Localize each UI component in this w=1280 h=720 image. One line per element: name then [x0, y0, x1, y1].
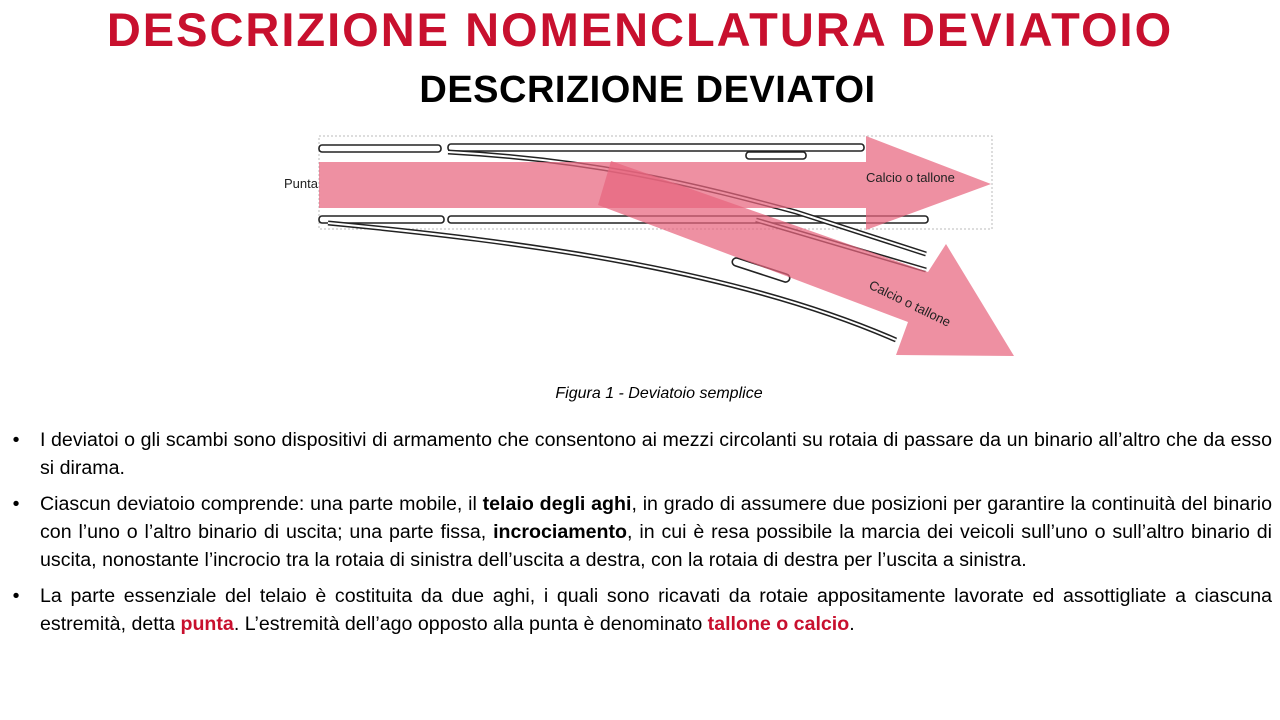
- bullet-text: Ciascun deviatoio comprende: una parte mobile, il: [40, 493, 483, 515]
- bullet-text: , in grado di assumere due posizioni per garantire la continuità del binario con l’uno o l’altro binario di uscita; una parte fissa,: [40, 493, 1272, 543]
- bullet-text: . L’estremità dell’ago opposto alla punta è denominato: [233, 613, 708, 635]
- label-calcio-straight: Calcio o tallone: [866, 170, 955, 185]
- bullet-dot: •: [12, 493, 20, 515]
- figure-caption: Figura 1 - Deviatoio semplice: [555, 385, 763, 402]
- bullet-text: , in cui è resa possibile la marcia dei veicoli sull’uno o sull’altro binario di uscita, nonostante l’incrocio tra la rotaia di sinistra dell’uscita a destra, con la rotaia di destra per l’uscita a sinistra.: [40, 521, 1272, 571]
- bullet-text: I deviatoi o gli scambi sono dispositivi di armamento che consentono ai mezzi circolanti su rotaia di passare da un binario all’altro che da esso si dirama.: [40, 429, 1272, 479]
- upper-check-rail: [746, 152, 806, 159]
- bullet-item: [10, 490, 1272, 574]
- bullet-item: [10, 426, 1272, 482]
- term-punta: punta: [180, 613, 234, 635]
- term-telaio-degli-aghi: telaio degli aghi: [482, 493, 632, 515]
- label-punta: Punta: [284, 176, 318, 191]
- bullet-text: .: [849, 613, 855, 635]
- upper-rail-left: [319, 145, 441, 152]
- upper-rail-right: [448, 144, 864, 151]
- turnout-diagram-svg: [276, 130, 1020, 362]
- page-title: DESCRIZIONE NOMENCLATURA DEVIATOIO: [106, 3, 1174, 56]
- label-calcio-diverging: Calcio o tallone: [866, 277, 954, 330]
- term-tallone-o-calcio: tallone o calcio: [707, 613, 850, 635]
- bullet-item: [10, 582, 1272, 638]
- bullet-dot: •: [12, 429, 20, 451]
- bullet-dot: •: [12, 585, 20, 607]
- turnout-diagram: [276, 130, 1020, 362]
- bullet-list: [10, 426, 1272, 646]
- page-subtitle: DESCRIZIONE DEVIATOI: [419, 69, 876, 111]
- term-incrociamento: incrociamento: [493, 521, 628, 543]
- bullet-text: La parte essenziale del telaio è costituita da due aghi, i quali sono ricavati da rotaie appositamente lavorate ed assottigliate a ciascuna estremità, detta: [40, 585, 1272, 635]
